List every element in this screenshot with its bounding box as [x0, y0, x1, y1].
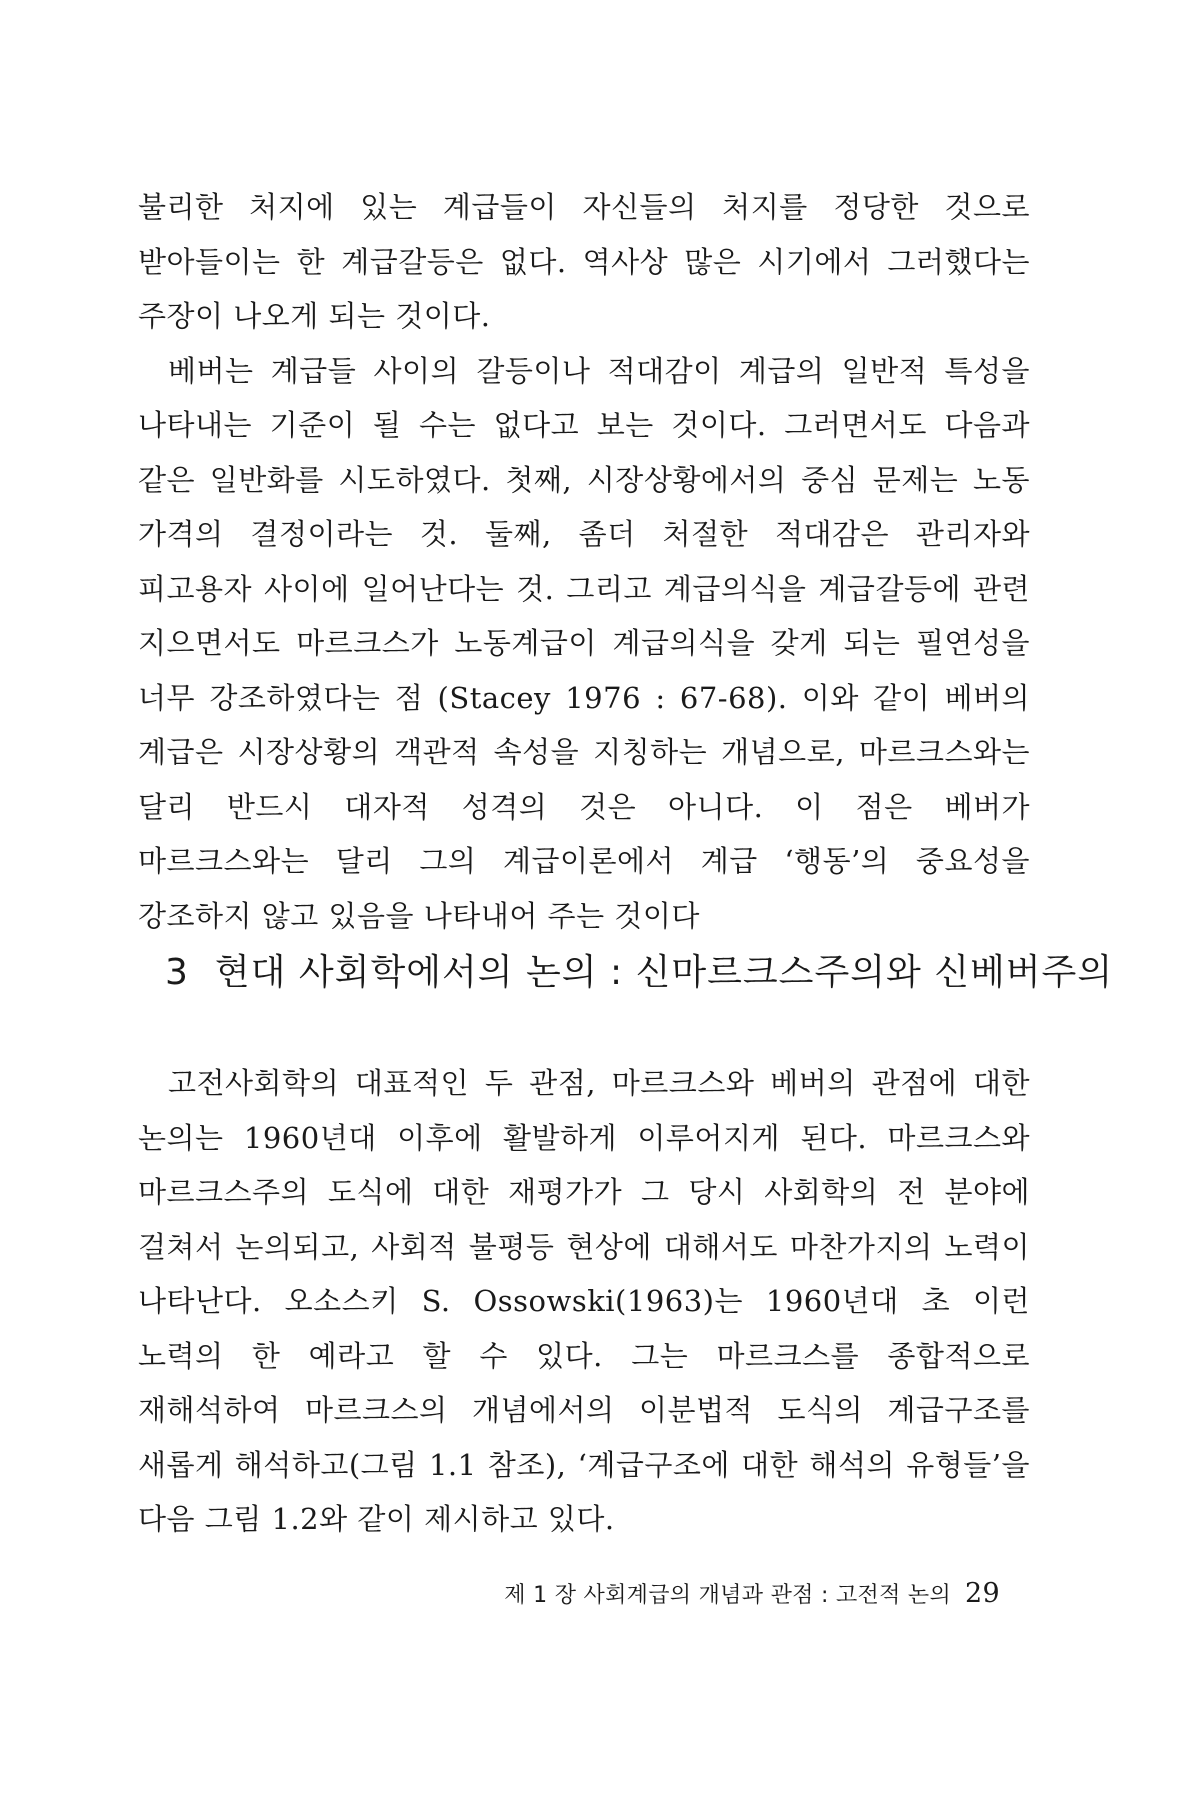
- running-title: 제 1 장 사회계급의 개념과 관점 : 고전적 논의: [504, 1583, 952, 1608]
- section-number: 3: [165, 952, 189, 993]
- page-footer: [504, 1578, 1000, 1612]
- upper-text-block: [138, 180, 1030, 943]
- paragraph-weber-generalization: 베버는 계급들 사이의 갈등이나 적대감이 계급의 일반적 특성을 나타내는 기준이 될 수는 없다고 보는 것이다. 그러면서도 다음과 같은 일반화를 시도하였다. 첫째, 시장상황에서의 중심 문제는 노동 가격의 결정이라는 것. 둘째, 좀더 처절한 적대감은 관리자와 피고용자 사이에 일어난다는 것. 그리고 계급의식을 계급갈등에 관련 지으면서도 마르크스가 노동계급이 계급의식을 갖게 되는 필연성을 너무 강조하였다는 점 (Stacey 1976 : 67-68). 이와 같이 베버의 계급은 시장상황의 객관적 속성을 지칭하는 개념으로, 마르크스와는 달리 반드시 대자적 성격의 것은 아니다. 이 점은 베버가 마르크스와는 달리 그의 계급이론에서 계급 ‘행동’의 중요성을 강조하지 않고 있음을 나타내어 주는 것이다: [138, 353, 1030, 933]
- section-heading: [165, 950, 1114, 996]
- page-number: 29: [965, 1578, 1000, 1609]
- paragraph-modern-sociology: 고전사회학의 대표적인 두 관점, 마르크스와 베버의 관점에 대한 논의는 1960년대 이후에 활발하게 이루어지게 된다. 마르크스와 마르크스주의 도식에 대한 재평가가 그 당시 사회학의 전 분야에 걸쳐서 논의되고, 사회적 불평등 현상에 대해서도 마찬가지의 노력이 나타난다. 오소스키 S. Ossowski(1963)는 1960년대 초 이런 노력의 한 예라고 할 수 있다. 그는 마르크스를 종합적으로 재해석하여 마르크스의 개념에서의 이분법적 도식의 계급구조를 새롭게 해석하고(그림 1.1 참조), ‘계급구조에 대한 해석의 유형들’을 다음 그림 1.2와 같이 제시하고 있다.: [138, 1066, 1030, 1536]
- lower-text-block: [138, 1056, 1030, 1547]
- paragraph-continuation: 불리한 처지에 있는 계급들이 자신들의 처지를 정당한 것으로 받아들이는 한 계급갈등은 없다. 역사상 많은 시기에서 그러했다는 주장이 나오게 되는 것이다.: [138, 190, 1030, 333]
- section-title: 현대 사회학에서의 논의 : 신마르크스주의와 신베버주의: [214, 952, 1114, 993]
